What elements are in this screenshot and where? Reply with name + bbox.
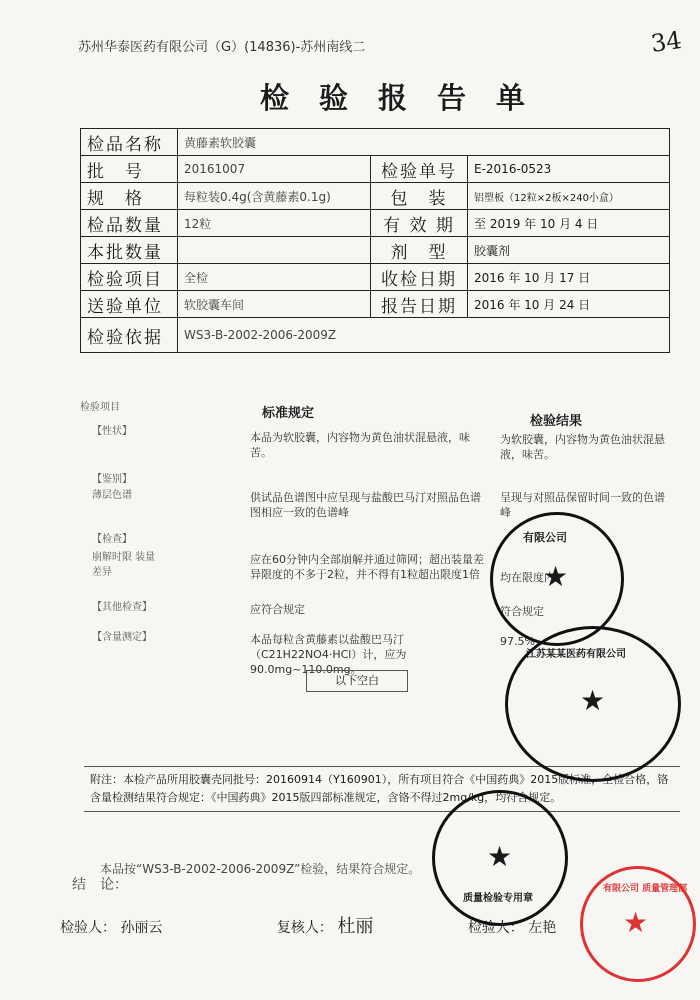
value-package: 铝塑板（12粒×2板×240小盒） bbox=[468, 183, 670, 210]
company-seal-mid-text: 江苏某某医药有限公司 bbox=[526, 649, 626, 660]
blank-marker: 以下空白 bbox=[306, 670, 408, 692]
item-result-identification: 呈现与对照品保留时间一致的色谱峰 bbox=[500, 491, 665, 519]
row-batch bbox=[81, 156, 670, 183]
label-report-no: 检验单号 bbox=[371, 156, 468, 183]
company-seal-mid bbox=[505, 626, 681, 782]
red-seal bbox=[580, 866, 696, 982]
row-submitter bbox=[81, 291, 670, 318]
star-icon: ★ bbox=[487, 840, 513, 873]
value-dosage-form: 胶囊剂 bbox=[468, 237, 670, 264]
value-basis: WS3-B-2002-2006-2009Z bbox=[178, 318, 670, 353]
label-batch: 批 号 bbox=[81, 156, 178, 183]
value-product-name: 黄藤素软胶囊 bbox=[178, 129, 670, 156]
inspector-signature: 孙丽云 bbox=[120, 920, 163, 936]
reviewer-label: 复核人： bbox=[276, 920, 333, 936]
item-sublabel-tlc: 薄层色谱 bbox=[92, 490, 132, 501]
label-report-date: 报告日期 bbox=[371, 291, 468, 318]
star-icon: ★ bbox=[580, 684, 606, 717]
red-seal-text: 有限公司 质量管理部 bbox=[603, 884, 688, 894]
value-received-date: 2016 年 10 月 17 日 bbox=[468, 264, 670, 291]
item-result-other: 符合规定 bbox=[500, 605, 544, 618]
label-dosage-form: 剂 型 bbox=[371, 237, 468, 264]
reviewer-signature: 杜丽 bbox=[337, 916, 374, 937]
value-quantity: 12粒 bbox=[178, 210, 371, 237]
item-standard-assay: 本品每粒含黄藤素以盐酸巴马汀（C21H22NO4·HCl）计，应为90.0mg~110.0mg。 bbox=[250, 633, 407, 676]
label-spec: 规 格 bbox=[81, 183, 178, 210]
col-standard-header: 标准规定 bbox=[262, 406, 315, 421]
item-result-inspection: 均在限度内 bbox=[500, 571, 555, 584]
col-result-header: 检验结果 bbox=[530, 414, 583, 429]
label-batch-quantity: 本批数量 bbox=[81, 237, 178, 264]
approver-label: 检验人： bbox=[467, 920, 524, 936]
row-basis bbox=[81, 318, 670, 353]
info-table bbox=[80, 128, 670, 353]
row-product-name bbox=[81, 129, 670, 156]
row-test-item bbox=[81, 264, 670, 291]
quality-seal-text: 质量检验专用章 bbox=[463, 893, 533, 904]
note-paragraph: 附注：本检产品所用胶囊壳同批号：20160914（Y160901），所有项目符合《中国药典》2015版标准，全检合格，铬含量检测结果符合规定：《中国药典》2015版四部标准规定，含铬不得过2mg/kg，均符合规定。 bbox=[84, 766, 680, 812]
label-quantity: 检品数量 bbox=[81, 210, 178, 237]
value-spec: 每粒装0.4g(含黄藤素0.1g) bbox=[178, 183, 371, 210]
value-batch-quantity bbox=[178, 237, 371, 264]
item-sublabel-disintegration: 崩解时限 装量差异 bbox=[92, 552, 156, 578]
label-submitter: 送验单位 bbox=[81, 291, 178, 318]
page-number: 34 bbox=[649, 26, 684, 58]
label-expiry: 有 效 期 bbox=[371, 210, 468, 237]
item-standard-identification: 供试品色谱图中应呈现与盐酸巴马汀对照品色谱图相应一致的色谱峰 bbox=[250, 491, 481, 519]
value-test-item: 全检 bbox=[178, 264, 371, 291]
conclusion-text: 本品按“WS3-B-2002-2006-2009Z”检验，结果符合规定。 bbox=[100, 862, 421, 876]
item-standard-appearance: 本品为软胶囊，内容物为黄色油状混悬液，味苦。 bbox=[250, 431, 470, 459]
approver-signature: 左艳 bbox=[528, 920, 557, 936]
item-label-appearance: 【性状】 bbox=[92, 426, 132, 437]
item-label-assay: 【含量测定】 bbox=[92, 632, 152, 643]
row-spec bbox=[81, 183, 670, 210]
inspector-label: 检验人： bbox=[60, 920, 116, 936]
item-standard-inspection: 应在60分钟内全部崩解并通过筛网；超出装量差异限度的不多于2粒，并不得有1粒超出限度1倍 bbox=[250, 553, 484, 581]
value-submitter: 软胶囊车间 bbox=[178, 291, 371, 318]
label-received-date: 收检日期 bbox=[371, 264, 468, 291]
star-icon: ★ bbox=[543, 560, 569, 593]
row-quantity bbox=[81, 210, 670, 237]
quality-seal bbox=[432, 790, 568, 926]
star-icon: ★ bbox=[623, 906, 649, 939]
value-expiry: 至 2019 年 10 月 4 日 bbox=[468, 210, 670, 237]
value-batch: 20161007 bbox=[178, 156, 371, 183]
value-report-no: E-2016-0523 bbox=[468, 156, 670, 183]
label-package: 包 装 bbox=[371, 183, 468, 210]
label-test-item: 检验项目 bbox=[81, 264, 178, 291]
item-label-other: 【其他检查】 bbox=[92, 602, 152, 613]
conclusion-label: 结 论： bbox=[72, 877, 128, 893]
label-product-name: 检品名称 bbox=[81, 129, 178, 156]
supplier-line: 苏州华泰医药有限公司（G）(14836)-苏州南线二 bbox=[78, 40, 366, 55]
item-result-assay: 97.5% bbox=[500, 635, 535, 648]
col-item-header: 检验项目 bbox=[80, 402, 120, 413]
item-label-inspection: 【检查】 bbox=[92, 534, 132, 545]
item-label-identification: 【鉴别】 bbox=[92, 474, 132, 485]
value-report-date: 2016 年 10 月 24 日 bbox=[468, 291, 670, 318]
company-seal-top-text: 有限公司 bbox=[523, 531, 567, 544]
row-batch-quantity bbox=[81, 237, 670, 264]
item-result-appearance: 为软胶囊，内容物为黄色油状混悬液，味苦。 bbox=[500, 433, 665, 461]
item-standard-other: 应符合规定 bbox=[250, 603, 305, 616]
label-basis: 检验依据 bbox=[81, 318, 178, 353]
document-title: 检验报告单 bbox=[260, 81, 556, 115]
